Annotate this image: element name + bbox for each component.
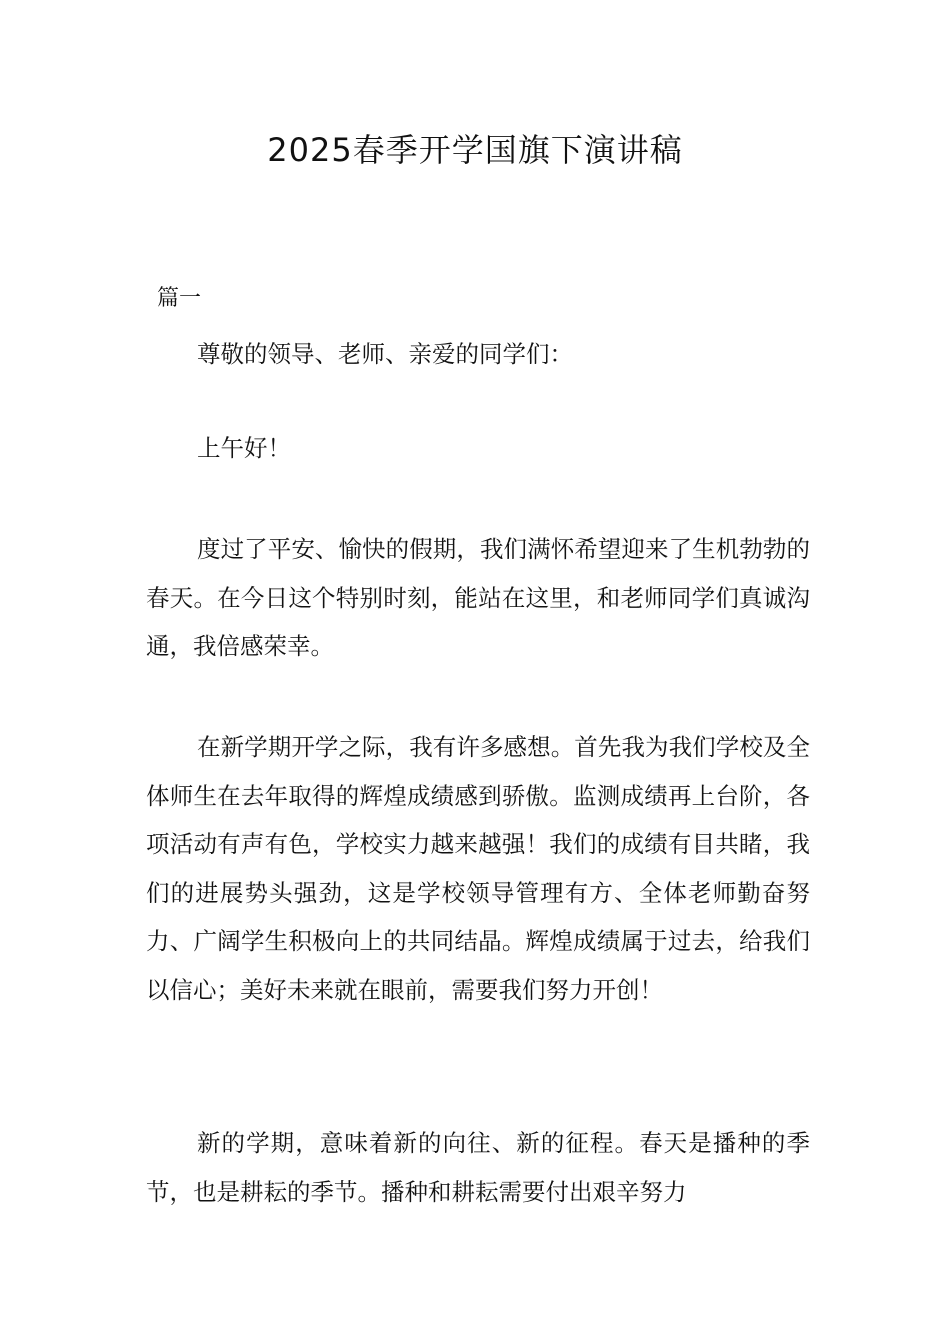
body-paragraph-1: 度过了平安、愉快的假期，我们满怀希望迎来了生机勃勃的春天。在今日这个特别时刻，能站在这里，和老师同学们真诚沟通，我倍感荣幸。: [146, 535, 810, 660]
section-label: 篇一: [157, 286, 202, 311]
salutation-paragraph: 尊敬的领导、老师、亲爱的同学们：: [197, 340, 573, 368]
body-paragraph-3: 新的学期，意味着新的向往、新的征程。春天是播种的季节，也是耕耘的季节。播种和耕耘需要付出艰辛努力: [146, 1129, 810, 1206]
body-paragraph-2: 在新学期开学之际，我有许多感想。首先我为我们学校及全体师生在去年取得的辉煌成绩感到骄傲。监测成绩再上台阶，各项活动有声有色，学校实力越来越强！我们的成绩有目共睹，我们的进展势头强劲，这是学校领导管理有方、全体老师勤奋努力、广阔学生积极向上的共同结晶。辉煌成绩属于过去，给我们以信心；美好未来就在眼前，需要我们努力开创！: [146, 733, 810, 1004]
document-title: 2025春季开学国旗下演讲稿: [267, 131, 683, 169]
greeting-paragraph: 上午好！: [197, 434, 291, 462]
